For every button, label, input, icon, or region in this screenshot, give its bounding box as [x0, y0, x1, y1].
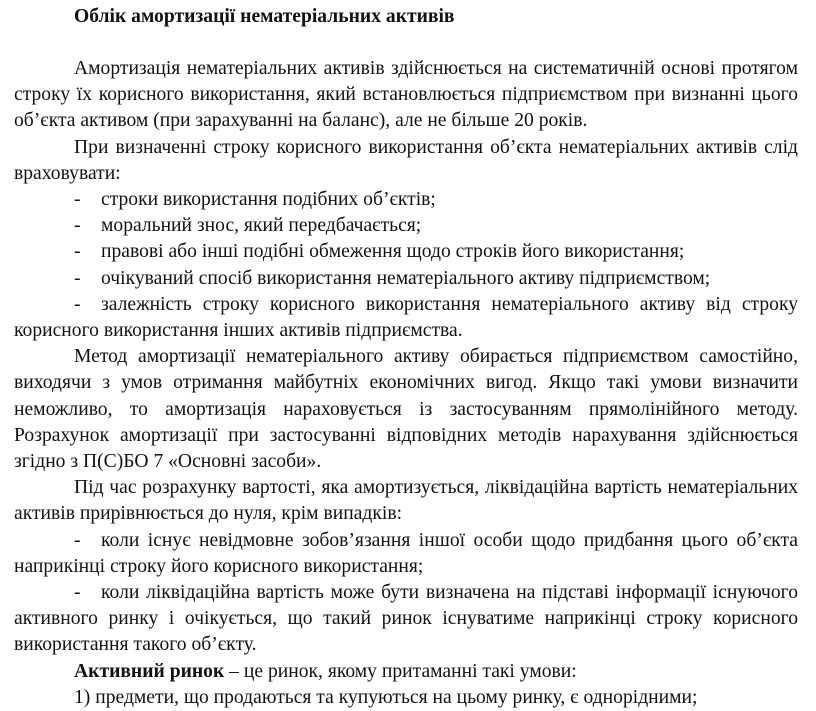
list-item — [14, 266, 798, 292]
dash-marker: - — [74, 241, 81, 263]
list-item — [14, 213, 798, 239]
term-definition: – це ринок, якому притаманні такі умови: — [224, 660, 577, 682]
list-item-text: коли ліквідаційна вартість може бути визначена на підставі інформації існуючого активного ринку і очікується, що такий ринок існуватиме наприкінці строку корисного використання такого об’єкту. — [14, 582, 798, 656]
list-item-text: залежність строку корисного використання нематеріального активу від строку корисного використання інших активів підприємства. — [14, 293, 798, 342]
list-item-text: коли існує невідмовне зобов’язання іншої особи щодо придбання цього об’єкта наприкінці строку його корисного використання; — [14, 529, 798, 577]
paragraph-condition-1: 1) предмети, що продаються та купуються на цьому ринку, є однорідними; — [74, 686, 698, 708]
list-item — [14, 528, 798, 580]
paragraph-amortization-basis: Амортизація нематеріальних активів здійснюється на систематичній основі протягом строку їх корисного використання, який встановлюється підприємством при визнанні цього об’єкта активом (при зарахуванні на баланс), але не більше 20 років. — [14, 58, 798, 132]
list-item-text: моральний знос, який передбачається; — [101, 215, 422, 237]
paragraph-method: Метод амортизації нематеріального активу обирається підприємством самостійно, виходячи з умов отримання майбутніх економічних вигод. Якщо такі умови визначити неможливо, то амортизація нараховується із застосуванням прямолінійного методу. Розрахунок амортизації при застосуванні відповідних методів нарахування здійснюється згідно з П(С)БО 7 «Основні засоби». — [14, 346, 798, 473]
list-item — [14, 580, 798, 659]
list-item-text: очікуваний спосіб використання нематеріального активу підприємством; — [101, 267, 711, 289]
document-title: Облік амортизації нематеріальних активів — [74, 6, 455, 27]
list-item — [14, 187, 798, 213]
dash-marker: - — [74, 582, 81, 604]
list-item-text: правові або інші подібні обмеження щодо строків його використання; — [101, 241, 685, 263]
list-item — [14, 239, 798, 265]
dash-marker: - — [74, 189, 81, 211]
list-item — [14, 292, 798, 344]
term-active-market: Активний ринок — [74, 660, 225, 682]
paragraph-active-market — [14, 659, 798, 685]
paragraph-useful-life-factors: При визначенні строку корисного використання об’єкта нематеріальних активів слід враховувати: — [14, 136, 798, 184]
dash-marker: - — [74, 267, 81, 289]
dash-marker: - — [74, 215, 81, 237]
dash-marker: - — [74, 529, 81, 551]
list-item-text: строки використання подібних об’єктів; — [101, 189, 436, 211]
blank-line — [14, 30, 798, 56]
dash-marker: - — [74, 293, 81, 315]
paragraph-residual-value: Під час розрахунку вартості, яка амортизується, ліквідаційна вартість нематеріальних активів прирівнюється до нуля, крім випадків: — [14, 477, 798, 525]
